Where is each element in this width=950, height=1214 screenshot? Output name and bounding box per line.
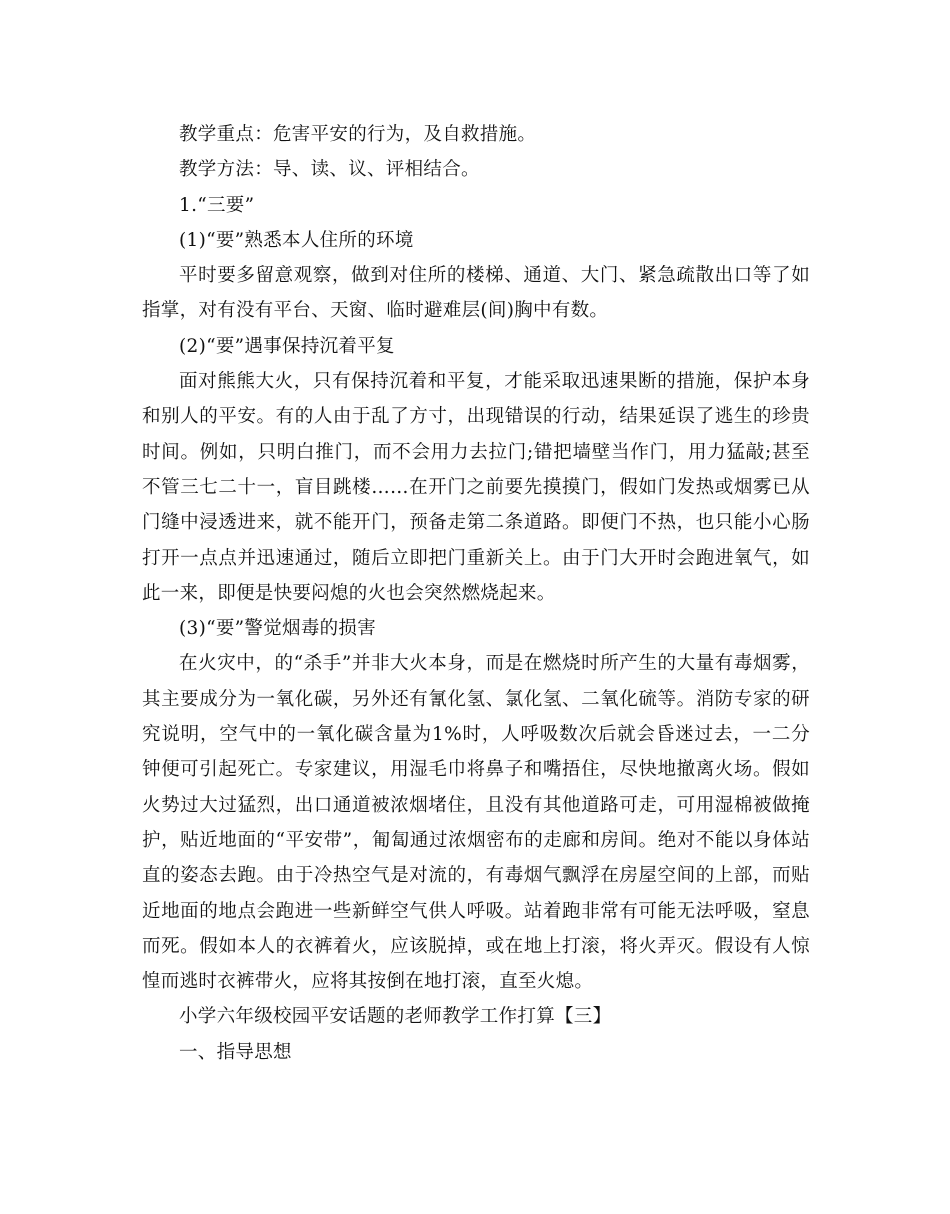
paragraph-3: 在火灾中，的“杀手”并非大火本身，而是在燃烧时所产生的大量有毒烟雾，其主要成分为一氧化碳，另外还有氰化氢、氯化氢、二氧化硫等。消防专家的研究说明，空气中的一氧化碳含量为1%时，人呼吸数次后就会昏迷过去，一二分钟便可引起死亡。专家建议，用湿毛巾将鼻子和嘴捂住，尽快地撤离火场。假如火势过大过猛烈，出口通道被浓烟堵住，且没有其他道路可走，可用湿棉被做掩护，贴近地面的“平安带”，匍匐通过浓烟密布的走廊和房间。绝对不能以身体站直的姿态去跑。由于冷热空气是对流的，有毒烟气飘浮在房屋空间的上部，而贴近地面的地点会跑进一些新鲜空气供人呼吸。站着跑非常有可能无法呼吸，窒息而死。假如本人的衣裤着火，应该脱掉，或在地上打滚，将火弄灭。假设有人惊惶而逃时衣裤带火，应将其按倒在地打滚，直至火熄。 (142, 653, 810, 993)
subheading-3: (3)“要”警觉烟毒的损害 (179, 618, 377, 640)
subheading-2: (2)“要”遇事保持沉着平复 (179, 335, 395, 357)
section-heading-three-musts: 1.“三要” (179, 194, 255, 216)
subheading-1: (1)“要”熟悉本人住所的环境 (179, 229, 414, 251)
document-body (142, 117, 810, 1070)
teaching-method-line: 教学方法：导、读、议、评相结合。 (179, 159, 480, 181)
guiding-ideology-heading: 一、指导思想 (179, 1041, 292, 1063)
paragraph-2: 面对熊熊大火，只有保持沉着和平复，才能采取迅速果断的措施，保护本身和别人的平安。有的人由于乱了方寸，出现错误的行动，结果延误了逃生的珍贵时间。例如，只明白推门，而不会用力去拉门;错把墙壁当作门，用力猛敲;甚至不管三七二十一，盲目跳楼……在开门之前要先摸摸门，假如门发热或烟雾已从门缝中浸透进来，就不能开门，预备走第二条道路。即便门不热，也只能小心肠打开一点点并迅速通过，随后立即把门重新关上。由于门大开时会跑进氧气，如此一来，即便是快要闷熄的火也会突然燃烧起来。 (142, 371, 810, 604)
plan-title-three: 小学六年级校园平安话题的老师教学工作打算【三】 (179, 1006, 612, 1028)
teaching-focus-line: 教学重点：危害平安的行为，及自救措施。 (179, 124, 537, 145)
paragraph-1: 平时要多留意观察，做到对住所的楼梯、通道、大门、紧急疏散出口等了如指掌，对有没有平台、天窗、临时避难层(间)胸中有数。 (142, 265, 810, 322)
